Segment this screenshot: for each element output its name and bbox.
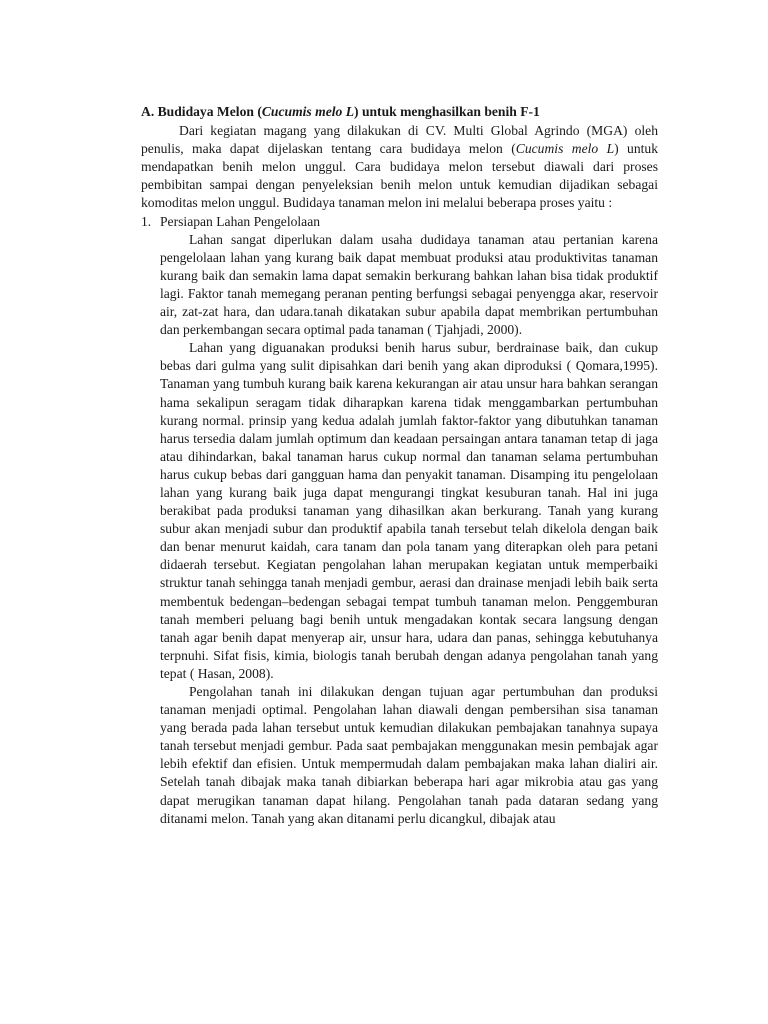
list-number: 1. [141,213,152,229]
list-item-1 [141,213,658,231]
body-paragraph-2: Lahan yang diguanakan produksi benih harus subur, berdrainase baik, dan cukup bebas dari gulma yang sulit dipisahkan dari benih yang akan diproduksi ( Qomara,1995). Tanaman yang tumbuh kurang baik karena kekurangan air atau unsur hara bahkan serangan hama sekalipun seragam tidak diharapkan karena tidak menggambarkan pertumbuhan kurang normal. prinsip yang kedua adalah jumlah faktor-faktor yang dibutuhkan tanaman harus tersedia dalam jumlah optimum dan keadaan persaingan antara tanaman tetap di jaga atau dihindarkan, bakal tanaman harus cukup normal dan tanaman selama pertumbuhan harus cukup bebas dari gangguan hama dan penyakit tanaman. Disamping itu pengelolaan lahan yang kurang baik juga dapat mengurangi tingkat kesuburan tanah. Hal ini juga berakibat pada produksi tanaman yang dihasilkan akan berkurang. Tanah yang kurang subur akan menjadi subur dan produktif apabila tanah tersebut telah dikelola dengan baik dan benar menurut kaidah, cara tanam dan pola tanam yang diterapkan oleh para petani didaerah tersebut. Kegiatan pengolahan lahan merupakan kegiatan untuk memperbaiki struktur tanah sehingga tanah menjadi gembur, aerasi dan drainase menjadi lebih baik serta membentuk bedengan–bedengan sebagai tempat tumbuh tanaman melon. Penggemburan tanah memberi peluang bagi benih untuk mengadakan kontak secara langsung dengan tanah agar benih dapat menyerap air, unsur hara, udara dan panas, sehingga kebutuhanya terpnuhi. Sifat fisis, kimia, biologis tanah berubah dengan adanya pengolahan tanah yang tepat ( Hasan, 2008). [160,340,658,681]
list-item-title: Persiapan Lahan Pengelolaan [160,213,321,229]
intro-latin-name: Cucumis melo L [515,141,615,157]
intro-paragraph [141,122,658,212]
heading-latin-name: Cucumis melo L [261,104,355,119]
list-item-1-body [160,231,658,828]
intro-text-part1: Dari kegiatan magang yang dilakukan di CV. Multi Global Agrindo (MGA) oleh penulis, maka dapat dijelaskan tentang cara budidaya melon ( [141,123,658,157]
intro-text-part2: ) untuk mendapatkan benih melon unggul. Cara budidaya melon tersebut diawali dari proses pembibitan sampai dengan penyeleksian benih melon untuk kemudian dijadikan sebagai komoditas melon unggul. Budidaya tanaman melon ini melalui beberapa proses yaitu : [141,141,659,211]
document-page [141,103,658,828]
body-paragraph-1: Lahan sangat diperlukan dalam usaha dudidaya tanaman atau pertanian karena pengelolaan lahan yang kurang baik dapat membuat produksi atau produktivitas tanaman kurang baik dan semakin lama dapat semakin berkurang bahkan lahan bisa tidak produktif lagi. Faktor tanah memegang peranan penting berfungsi sebagai penyengga akar, reservoir air, zat-zat hara, dan udara.tanah dikatakan subur apabila dapat membrikan pertumbuhan dan perkembangan secara optimal pada tanaman ( Tjahjadi, 2000). [160,231,658,338]
heading-prefix: A. Budidaya Melon ( [141,104,262,119]
body-paragraph-3: Pengolahan tanah ini dilakukan dengan tujuan agar pertumbuhan dan produksi tanaman menjadi optimal. Pengolahan lahan diawali dengan pembersihan sisa tanaman yang berada pada lahan tersebut untuk kemudian dilakukan pembajakan tanahnya supaya tanah tersebut menjadi gembur. Pada saat pembajakan menggunakan mesin pembajak agar lebih efektif dan efisien. Untuk mempermudah dalam pembajakan maka lahan dialiri air. Setelah tanah dibajak maka tanah dibiarkan beberapa hari agar mikrobia atau gas yang dapat merugikan tanaman dapat hilang. Pengolahan tanah pada dataran sedang yang ditanami melon. Tanah yang akan ditanami perlu dicangkul, dibajak atau [160,684,658,826]
heading-suffix: ) untuk menghasilkan benih F-1 [354,104,540,119]
section-heading [141,103,658,121]
